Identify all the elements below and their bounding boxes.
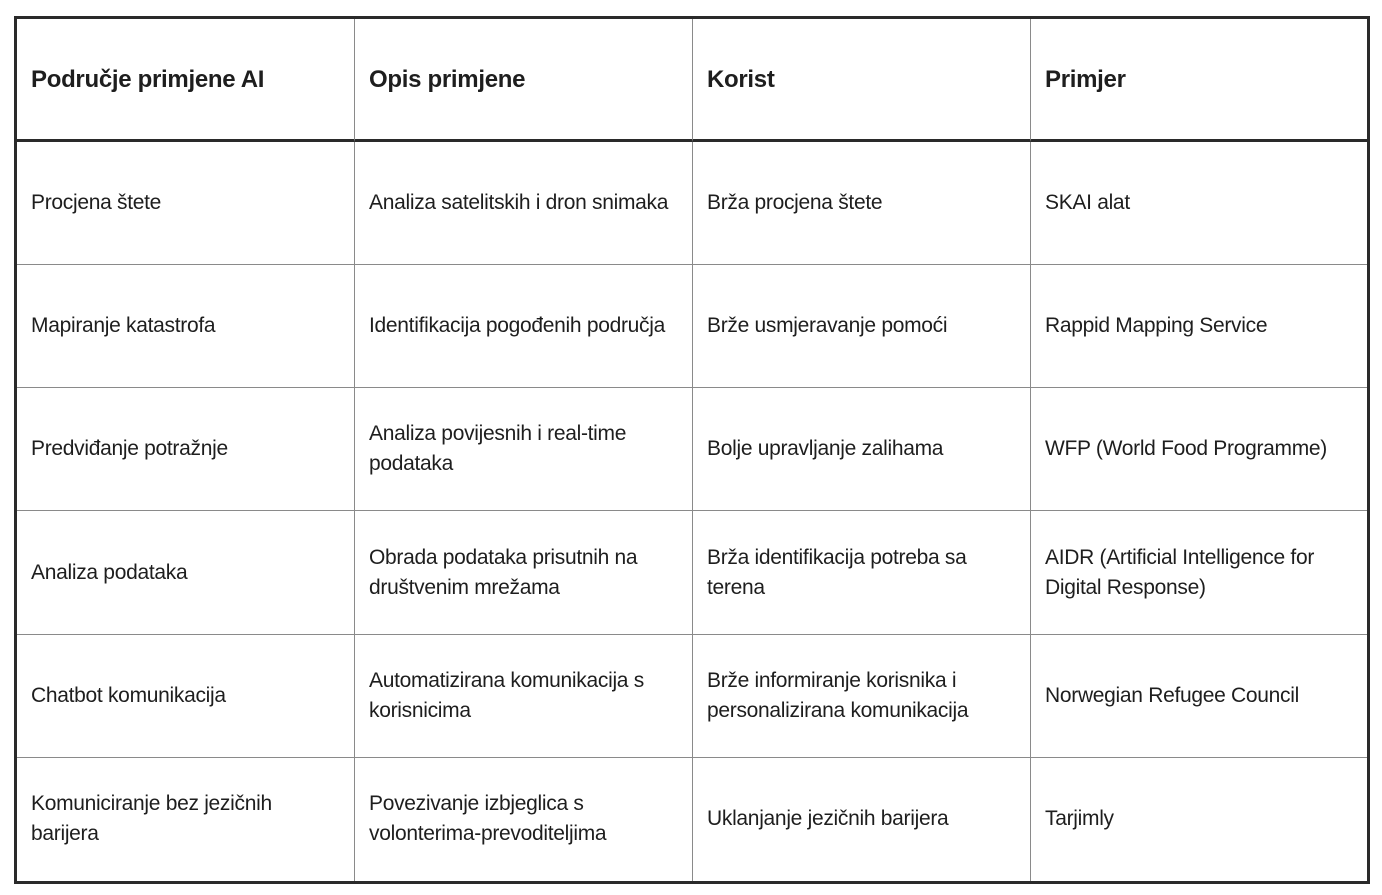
cell-text: Bolje upravljanje zalihama [707, 437, 944, 461]
header-label: Korist [707, 66, 775, 93]
cell-text: Tarjimly [1045, 807, 1114, 831]
cell-text: Norwegian Refugee Council [1045, 683, 1299, 707]
cell-text: Rappid Mapping Service [1045, 314, 1268, 338]
header-cell-example [1031, 19, 1367, 142]
cell-text: Mapiranje katastrofa [31, 314, 216, 338]
cell-text: Povezivanje izbjeglica s volonterima-prevoditeljima [369, 792, 607, 846]
table-cell [17, 511, 355, 634]
cell-text: Analiza satelitskih i dron snimaka [369, 191, 669, 215]
cell-text: Komuniciranje bez jezičnih barijera [31, 792, 272, 846]
header-cell-description [355, 19, 693, 142]
cell-text: Brže informiranje korisnika i personalizirana komunikacija [707, 668, 969, 722]
table-cell [355, 388, 693, 511]
table-cell [355, 511, 693, 634]
ai-applications-table [14, 16, 1370, 884]
table-cell [693, 511, 1031, 634]
table-cell [355, 265, 693, 388]
table-cell [693, 388, 1031, 511]
header-cell-benefit [693, 19, 1031, 142]
table-cell [17, 388, 355, 511]
table-cell [355, 635, 693, 758]
cell-text: Brža identifikacija potreba sa terena [707, 545, 967, 599]
header-cell-area [17, 19, 355, 142]
header-label: Područje primjene AI [31, 66, 265, 93]
table-cell [693, 265, 1031, 388]
cell-text: Analiza povijesnih i real-time podataka [369, 422, 627, 476]
table-cell [17, 142, 355, 265]
cell-text: Procjena štete [31, 191, 162, 215]
table-cell [17, 758, 355, 881]
header-label: Primjer [1045, 66, 1126, 93]
table-cell [693, 635, 1031, 758]
table-cell [355, 142, 693, 265]
table-cell [1031, 635, 1367, 758]
header-label: Opis primjene [369, 66, 526, 93]
cell-text: Predviđanje potražnje [31, 437, 228, 461]
table-cell [17, 635, 355, 758]
cell-text: Analiza podataka [31, 560, 188, 584]
cell-text: Brža procjena štete [707, 191, 883, 215]
table-cell [1031, 758, 1367, 881]
table-cell [1031, 142, 1367, 265]
cell-text: Obrada podataka prisutnih na društvenim mrežama [369, 545, 638, 599]
cell-text: Chatbot komunikacija [31, 683, 226, 707]
table-cell [693, 758, 1031, 881]
cell-text: SKAI alat [1045, 191, 1130, 215]
table-cell [1031, 388, 1367, 511]
cell-text: WFP (World Food Programme) [1045, 437, 1327, 461]
table-cell [1031, 511, 1367, 634]
cell-text: Automatizirana komunikacija s korisnicima [369, 668, 644, 722]
cell-text: Identifikacija pogođenih područja [369, 314, 665, 338]
cell-text: Uklanjanje jezičnih barijera [707, 807, 949, 831]
table-cell [693, 142, 1031, 265]
table-cell [17, 265, 355, 388]
table-cell [1031, 265, 1367, 388]
cell-text: Brže usmjeravanje pomoći [707, 314, 948, 338]
cell-text: AIDR (Artificial Intelligence for Digital Response) [1045, 545, 1315, 599]
table-cell [355, 758, 693, 881]
